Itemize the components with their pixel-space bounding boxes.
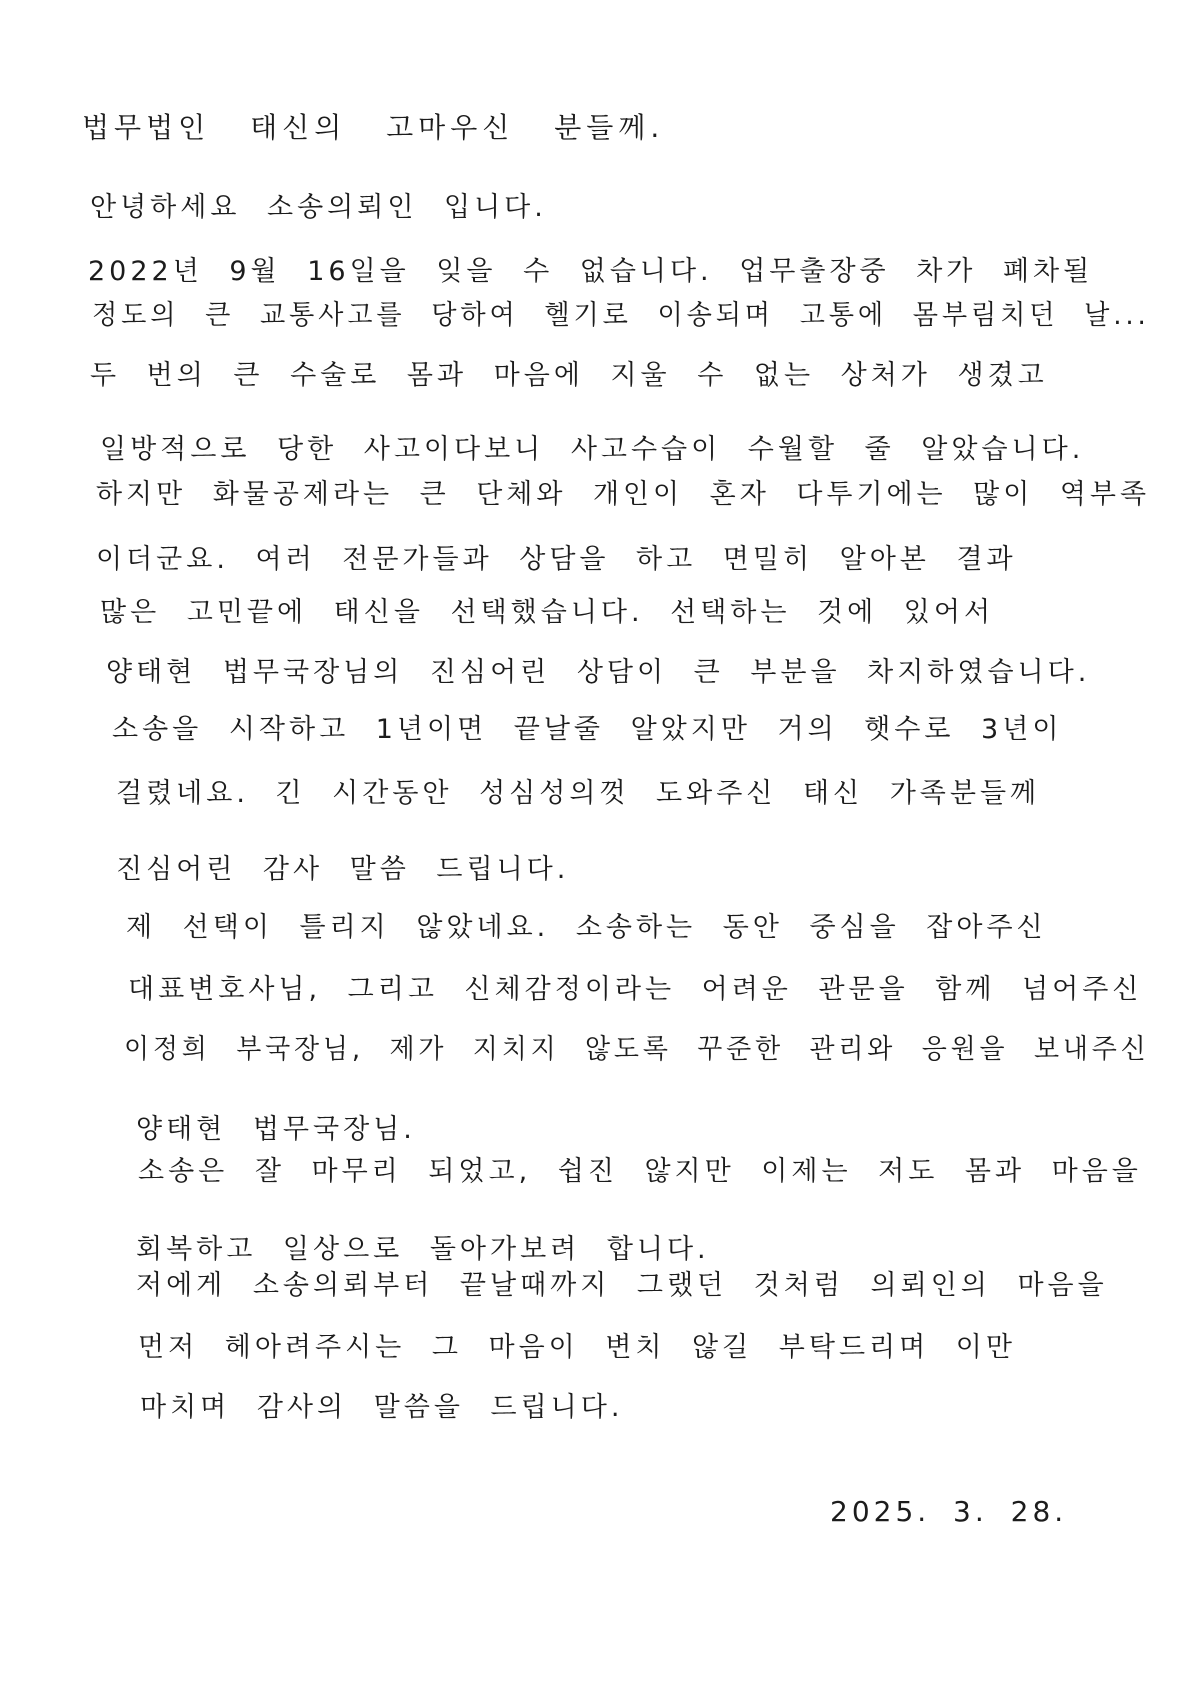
letter-salutation: 법무법인 태신의 고마우신 분들께. [82,111,665,144]
letter-line: 2022년 9월 16일을 잊을 수 없습니다. 업무출장중 차가 폐차될 [88,256,1094,287]
letter-line: 진심어린 감사 말씀 드립니다. [116,854,570,885]
letter-line: 이더군요. 여러 전문가들과 상담을 하고 면밀히 알아본 결과 [96,544,1017,575]
letter-line: 대표변호사님, 그리고 신체감정이라는 어려운 관문을 함께 넘어주신 [128,974,1143,1005]
letter-line: 두 번의 큰 수술로 몸과 마음에 지울 수 없는 상처가 생겼고 [90,360,1048,391]
letter-line: 소송을 시작하고 1년이면 끝날줄 알았지만 거의 햇수로 3년이 [112,714,1063,745]
letter-line: 양태현 법무국장님의 진심어린 상담이 큰 부분을 차지하였습니다. [106,657,1091,688]
letter-line: 일방적으로 당한 사고이다보니 사고수습이 수월할 줄 알았습니다. [100,434,1085,465]
letter-line: 정도의 큰 교통사고를 당하여 헬기로 이송되며 고통에 몸부림치던 날... [92,300,1150,331]
letter-line: 먼저 헤아려주시는 그 마음이 변치 않길 부탁드리며 이만 [138,1332,1016,1363]
letter-line: 제 선택이 틀리지 않았네요. 소송하는 동안 중심을 잡아주신 [126,912,1047,943]
letter-line: 회복하고 일상으로 돌아가보려 합니다. [136,1234,710,1265]
letter-line: 저에게 소송의뢰부터 끝날때까지 그랬던 것처럼 의뢰인의 마음을 [136,1270,1108,1301]
letter-line: 마치며 감사의 말씀을 드립니다. [140,1392,624,1423]
letter-line: 소송은 잘 마무리 되었고, 쉽진 않지만 이제는 저도 몸과 마음을 [138,1156,1142,1187]
letter-line: 안녕하세요 소송의뢰인 입니다. [90,192,547,223]
letter-line: 많은 고민끝에 태신을 선택했습니다. 선택하는 것에 있어서 [100,597,995,628]
letter-line: 걸렸네요. 긴 시간동안 성심성의껏 도와주신 태신 가족분들께 [116,778,1041,809]
letter-line: 하지만 화물공제라는 큰 단체와 개인이 혼자 다투기에는 많이 역부족 [96,479,1151,510]
letter-date: 2025. 3. 28. [830,1495,1068,1528]
letter-line: 이정희 부국장님, 제가 지치지 않도록 꾸준한 관리와 응원을 보내주신 [124,1034,1150,1065]
letter-line: 양태현 법무국장님. [136,1114,416,1145]
